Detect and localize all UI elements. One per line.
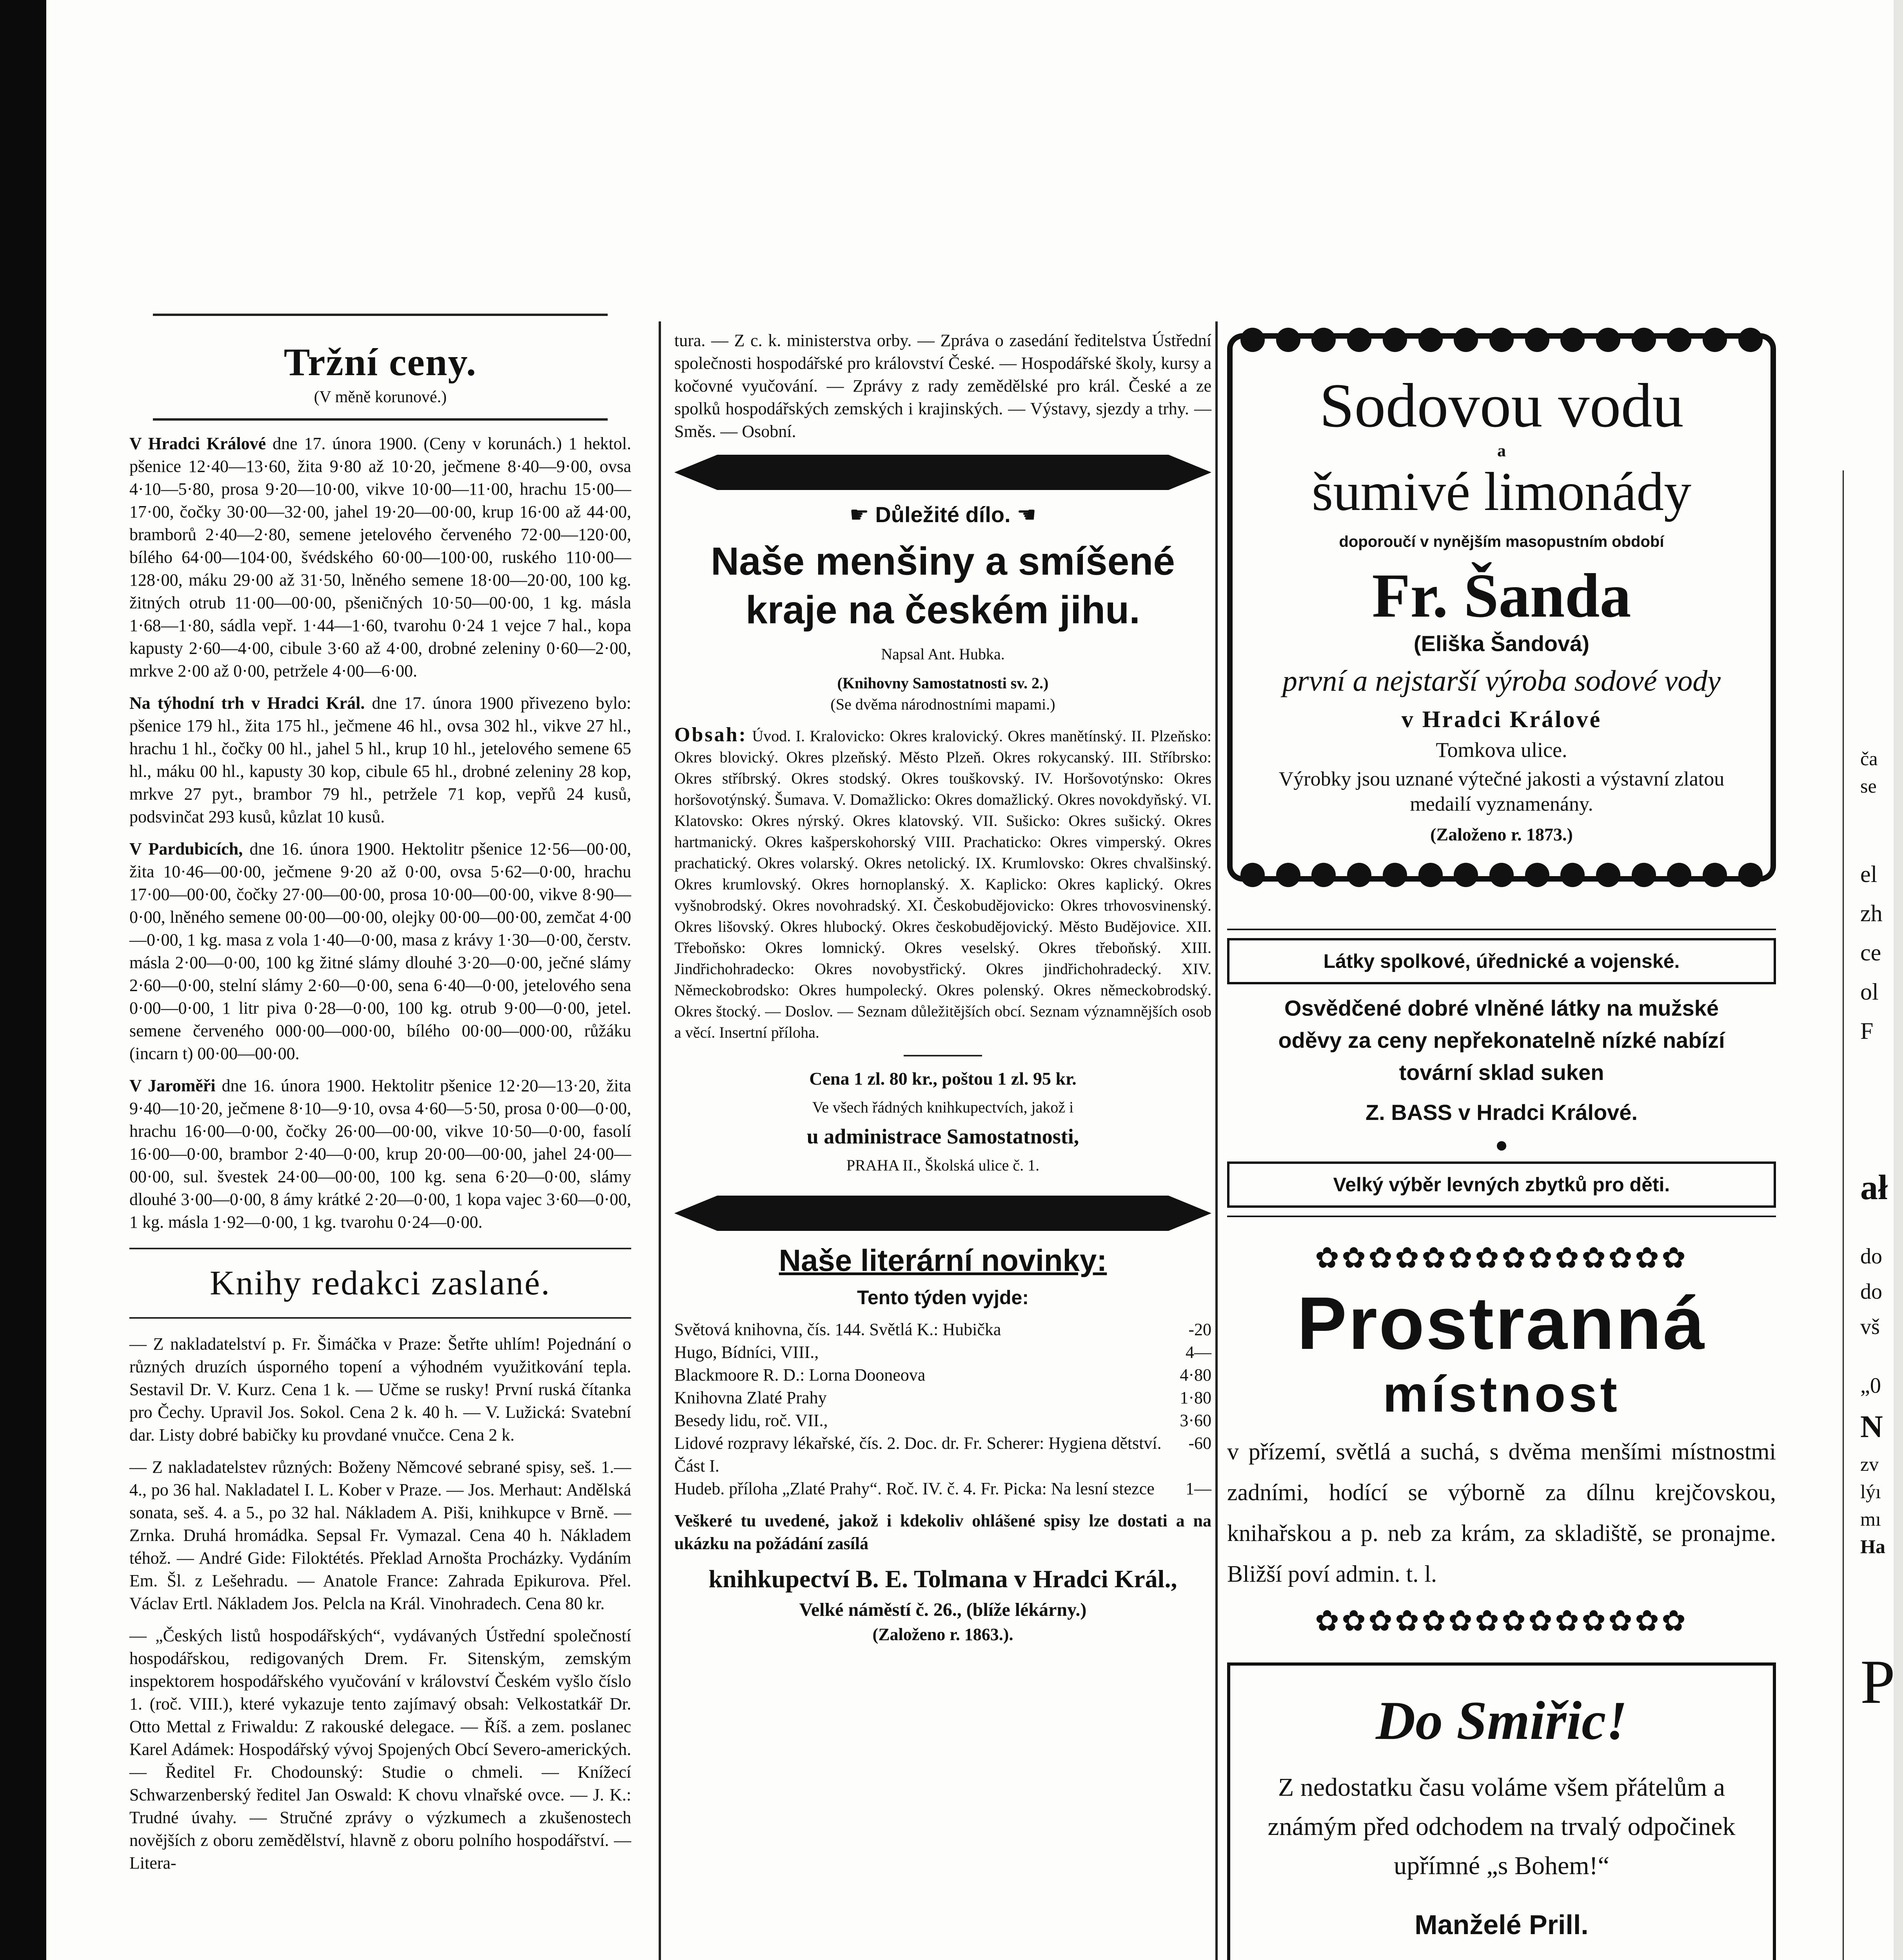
fabric-ad-footer: Velký výběr levných zbytků pro děti. [1227, 1161, 1776, 1208]
tolman-established: (Založeno r. 1863.). [872, 1625, 1013, 1644]
list-item: Hugo, Bídníci, VIII., 4— [674, 1343, 1211, 1362]
fragment: ał [1860, 1168, 1888, 1207]
column-divider-3 [1843, 470, 1844, 1960]
sanda-claim: první a nejstarší výroba sodové vody [1282, 664, 1721, 697]
sanda-street: Tomkova ulice. [1436, 738, 1567, 762]
sanda-town: v Hradci Králové [1401, 706, 1602, 732]
smirice-signature: Manželé Prill. [1415, 1909, 1589, 1940]
column-market-prices [129, 314, 631, 1884]
section-rule [129, 1317, 631, 1319]
fabric-ad-firm: Z. BASS v Hradci Králové. [1365, 1100, 1638, 1125]
fragment: „0 [1860, 1374, 1881, 1398]
market-prices-subtitle: (V měně korunové.) [314, 388, 447, 406]
fragment: el [1860, 861, 1878, 887]
rosette-row: ✿✿✿✿✿✿✿✿✿✿✿✿✿✿ [1315, 1605, 1689, 1637]
fragment: vš [1860, 1315, 1880, 1339]
dot-border-top [1240, 328, 1763, 352]
market-report: V Pardubicích, dne 16. února 1900. Hektolitr pšenice 12·56—00·00, žita 10·46—00·00, ječmene 9·20 až 0·00, ovsa 5·62—0·00, hrachu 17·00—00·00, čočky 27·00—00·00, prosa 10·00—00·00, vikve 8·90—0·00, lněného semene 00·00—00·00, olejky 00·00—00·00, zemčat 4·00—0·00, 1 kg. masa z vola 1·40—0·00, masa z krávy 1·30—0·00, čerstv. másla 2·00—0·00, 100 kg žitné slámy dlouhé 3·20—0·00, ječné slámy 2·60—0·00, stelní slámy 2·60—0·00, sena 6·40—0·00, jetelového sena 0·00—0·00, 1 litr piva 0·28—0·00, 100 kg. otrub 9·00—0·00, jetel. semene červeného 000·00—000·00, bílého 00·00—000·00, růžáku (incarn t) 00·00—00·00. [129, 839, 632, 1063]
column-books [674, 314, 1211, 1644]
rosette-row: ✿✿✿✿✿✿✿✿✿✿✿✿✿✿ [1315, 1242, 1689, 1274]
list-item: Besedy lidu, roč. VII., 3·60 [674, 1411, 1211, 1430]
short-rule [904, 1055, 982, 1056]
fragment: do [1860, 1244, 1882, 1269]
fabric-ad-header: Látky spolkové, úřednické a vojenské. [1227, 938, 1776, 984]
book-title: Naše menšiny a smíšené kraje na českém jihu. [711, 539, 1175, 632]
administration-link[interactable]: u administrace Samostatnosti, [806, 1125, 1079, 1148]
soda-water-ad [1227, 333, 1776, 882]
fabric-ad-body: Osvědčené dobré vlněné látky na mužské oděvy za ceny nepřekonatelně nízké nabízí tovární sklad suken [1278, 996, 1725, 1085]
spacious-heading: Prostranná [1297, 1282, 1706, 1365]
fragment: zh [1860, 900, 1883, 926]
wedge-rule [674, 455, 1211, 490]
fragment: N [1860, 1410, 1883, 1444]
sanda-firm-name: Fr. Šanda [1372, 561, 1631, 630]
fragment: ol [1860, 979, 1879, 1005]
fragment: se [1860, 775, 1877, 797]
wedge-rule [674, 1196, 1211, 1231]
soda-heading: Sodovou vodu [1319, 370, 1684, 440]
dot-border-bottom [1240, 863, 1763, 887]
column-divider-2 [1215, 321, 1218, 1960]
list-item: Světová knihovna, čís. 144. Světlá K.: Hubička -20 [674, 1320, 1211, 1339]
market-report: V Hradci Králové dne 17. února 1900. (Ceny v korunách.) 1 hektol. pšenice 12·40—13·60, žita 9·80 až 10·20, ječmene 8·40—9·00, ovsa 4·10—5·80, prosa 9·20—10·00, vikve 10·00—11·00, hrachu 15·00—17·00, čočky 30·00—32·00, jahel 19·20—00·00, krup 16·00 až 44·00, bramborů 2·40—2·80, semene jetelového červeného 72·00—120·00, bílého 64·00—104·00, švédského 60·00—100·00, ruského 110·00—128·00, máku 29·00 až 31·50, lněného semene 18·00—20·00, 100 kg. žitných otrub 11·00—00·00, pšeničných 10·50—00·00, 1 kg. másla 1·68—1·80, sádla vepř. 1·44—1·60, tvarohu 0·24 1 vejce 7 hal., kopa kapusty 2·60—4·00, cibule 3·60 až 4·00, drobné zeleniny 0·60—2·00, mrkve 2·00 až 0·00, petržele 4·00—6·00. [129, 434, 631, 681]
lemonade-heading: šumivé limonády [1311, 461, 1692, 522]
new-books-list [674, 1318, 1211, 1500]
market-prices-title: Tržní ceny. [283, 340, 477, 384]
smirice-notice [1227, 1662, 1776, 1960]
column-divider-1 [659, 321, 661, 1960]
fragment: ce [1860, 940, 1881, 965]
fragment: Ha [1860, 1535, 1885, 1557]
book-paragraph: — „Českých listů hospodářských“, vydávaných Ústřední společností hospodářskou, redigovaných Drem. Fr. Sitenským, zemským inspektorem hospodářského vyučování v království Českém vyšlo číslo 1. (roč. VIII.), které vykazuje tento zajímavý obsah: Velkostatkář Dr. Otto Mettal z Friwaldu: Z rakouské delegace. — Říš. a zem. poslanec Karel Adámek: Hospodářský vývoj Spojených Obcí Severo-amerických. — Ředitel Fr. Chodounský: Studie o chmeli. — Knížecí Schwarzenberský ředitel Jan Oswald: K chovu vlnařské ovce. — J. K.: Trudné úvahy. — Stručné zprávy o výzkumech a zkušenostech novějších z oboru zemědělství, hlavně z oboru polního hospodářství. — Litera- [129, 1626, 631, 1873]
title-rule [153, 418, 608, 421]
soda-conjunction: a [1497, 441, 1506, 460]
literary-news-title: Naše literární novinky: [779, 1243, 1107, 1278]
order-note: Veškeré tu uvedené, jakož i kdekoliv ohlášené spisy lze dostati a na ukázku na požádání zasílá [674, 1511, 1211, 1553]
soda-recommendation: doporoučí v nynějším masopustním období [1339, 533, 1664, 550]
column-cutoff-fragments [1860, 745, 1896, 1960]
fragment: zv [1860, 1453, 1879, 1475]
important-work-label: ☛ Důležité dílo. ☚ [849, 502, 1037, 527]
fragment: mı [1860, 1508, 1881, 1530]
book-author: Napsal Ant. Hubka. [881, 645, 1005, 663]
book-paragraph: — Z nakladatelství p. Fr. Šimáčka v Praze: Šetřte uhlím! Pojednání o různých druzích úsporného topení a výhodném využitkování tepla. Sestavil Dr. V. Kurz. Cena 1 k. — Učme se rusky! První ruská čítanka pro Čechy. Upravil Jos. Sokol. Cena 2 k. 40 h. — V. Lužická: Svatební dar. Listy dobré babičky ku provdané vnučce. Cena 2 k. [129, 1334, 631, 1445]
fragment: P [1860, 1647, 1895, 1717]
fragment: ča [1860, 748, 1878, 769]
market-report: V Jaroměři dne 16. února 1900. Hektolitr pšenice 12·20—13·20, žita 9·40—10·20, ječmene 8·10—9·10, ovsa 4·60—5·50, prosa 0·00—0·00, hrachu 16·00—0·00, čočky 26·00—00·00, vikve 10·50—0·00, fasolí 16·00—0·00, brambor 2·40—0·00, krup 20·00—00·00, jahel 24·00—00·00, sul. švestek 24·00—00·00, 100 kg. sena 6·20—0·00, slámy dlouhé 3·00—0·00, 8 ámy krátké 2·20—0·00, 1 kopa vajec 3·60—0·00, 1 kg. másla 1·92—0·00, 1 kg. tvarohu 0·24—0·00. [129, 1076, 631, 1232]
scan-border-left [0, 0, 46, 1960]
administration-address: PRAHA II., Školská ulice č. 1. [846, 1156, 1040, 1174]
fragment: F [1860, 1018, 1874, 1044]
book-contents: Obsah: Úvod. I. Kralovicko: Okres kralovický. Okres manětínský. II. Plzeňsko: Okres blovický. Okres plzeňský. Město Plzeň. Okres rokycanský. III. Stříbrsko: Okres stříbrský. Okres stodský. Okres touškovský. IV. Horšovotýnsko: Okres horšovotýnský. Šumava. V. Domažlicko: Okres domažlický. Okres novokdyňský. VI. Klatovsko: Okres nýrský. Okres klatovský. VII. Sušicko: Okres sušický. Okres hartmanický. Okres kašperskohorský VIII. Prachaticko: Okres vimperský. Okres prachatický. Okres volarský. Okres netolický. IX. Krumlovsko: Okres chvalšinský. Okres krumlovský. Okres hornoplanský. X. Kaplicko: Okres kaplický. Okres vyšnobrodský. Okres novohradský. XI. Českobudějovicko: Okres trhovosvinenský. Okres lišovský. Okres hlubocký. Okres českobudějovický. Město Budějovice. XII. Třeboňsko: Okres lomnický. Okres veselský. Okres třeboňský. XIII. Jindřichohradecko: Okres novobystřický. Okres jindřichohradecký. XIV. Německobrodsko: Okres humpolecký. Okres polenský. Okres německobrodský. Okres štocký. — Doslov. — Seznam důležitějších obcí. Seznam významnějších osob a věcí. Insertní příloha. [674, 724, 1211, 1041]
tolman-address: Velké náměstí č. 26., (blíže lékárny.) [799, 1599, 1087, 1620]
column-advertisements [1227, 314, 1776, 1960]
this-week-label: Tento týden vyjde: [857, 1287, 1029, 1308]
smirice-text: Z nedostatku času voláme všem přátelům a známým před odchodem na trvalý odpočinek upřímné „s Bohem!“ [1267, 1773, 1736, 1880]
book-maps: (Se dvěma národnostními mapami.) [830, 695, 1055, 713]
book-series: (Knihovny Samostatnosti sv. 2.) [837, 674, 1049, 692]
book-price: Cena 1 zl. 80 kr., poštou 1 zl. 95 kr. [809, 1069, 1077, 1089]
fabric-ad-dot: ● [1495, 1133, 1508, 1157]
list-item: Knihovna Zlaté Prahy 1·80 [674, 1388, 1211, 1407]
sanda-subtitle: (Eliška Šandová) [1413, 631, 1590, 656]
contents-continuation: tura. — Z c. k. ministerstva orby. — Zpráva o zasedání ředitelstva Ústřední společnosti hospodářské pro království České. — Hospodářské školy, kursy a kočovné vyučování. — Zprávy z rady zemědělské pro král. České a ze spolků hospodářských zemských i krajinských. — Výstavy, sjezdy a trhy. — Směs. — Osobní. [674, 331, 1211, 441]
smirice-title: Do Smiřic! [1376, 1690, 1627, 1751]
room-heading: místnost [1383, 1365, 1620, 1423]
fragment: do [1860, 1279, 1882, 1304]
book-shops: Ve všech řádných knihkupectvích, jakož i [812, 1098, 1074, 1116]
list-item: Lidové rozpravy lékařské, čís. 2. Doc. dr. Fr. Scherer: Hygiena dětství. Část I. -60 [674, 1434, 1211, 1475]
list-item: Blackmoore R. D.: Lorna Dooneova 4·80 [674, 1365, 1211, 1385]
sanda-established: (Založeno r. 1873.) [1430, 824, 1573, 844]
market-report: Na týhodní trh v Hradci Král. dne 17. února 1900 přivezeno bylo: pšenice 179 hl., žita 175 hl., ječmene 46 hl., ovsa 302 hl., vikve 27 hl., hrachu 1 hl., čočky 00 hl., jahel 5 hl., krup 10 hl., jetelového semene 65 hl., máku 00 hl., kapusty 30 kop, cibule 65 hl., drobné zeleniny 28 kop, mrkve 27 pyt., brambor 79 hl., petržele 71 kop, vepřů 24 kusů, podsvinčat 293 kusů, kůzlat 10 kusů. [129, 693, 632, 826]
fragment: lýı [1860, 1481, 1881, 1503]
fabric-ad [1227, 929, 1776, 1217]
books-received-title: Knihy redakci zaslané. [210, 1264, 551, 1302]
top-rule [153, 314, 608, 316]
book-paragraph: — Z nakladatelstev různých: Boženy Němcové sebrané spisy, seš. 1.—4., po 36 hal. Nakladatel I. L. Kober v Praze. — Jos. Merhaut: Andělská sonata, seš. 4. a 5., po 32 hal. Nákladem A. Piši, knihkupce v Brně. — Zrnka. Druhá hromádka. Sepsal Fr. Vymazal. Cena 40 h. Nákladem téhož. — André Gide: Filoktétés. Překlad Arnošta Procházky. Vydáním Em. Šl. z Lešehradu. — Anatole France: Zahrada Epikurova. Přel. Václav Ertl. Nákladem Jos. Pelcla na Král. Vinohradech. Cena 80 kr. [129, 1457, 631, 1613]
list-item: Hudeb. příloha „Zlaté Prahy“. Roč. IV. č. 4. Fr. Picka: Na lesní stezce 1— [674, 1479, 1211, 1498]
sanda-award: Výrobky jsou uznané výtečné jakosti a výstavní zlatou medailí vyznamenány. [1278, 768, 1725, 815]
room-ad-text: v přízemí, světlá a suchá, s dvěma menšími místnostmi zadními, hodící se výborně za dílnu krejčovskou, knihařskou a p. neb za krám, za skladiště, se pronajme. Bližší poví admin. t. l. [1227, 1439, 1776, 1587]
section-rule [129, 1248, 631, 1249]
tolman-bookshop: knihkupectví B. E. Tolmana v Hradci Král., [708, 1565, 1177, 1593]
